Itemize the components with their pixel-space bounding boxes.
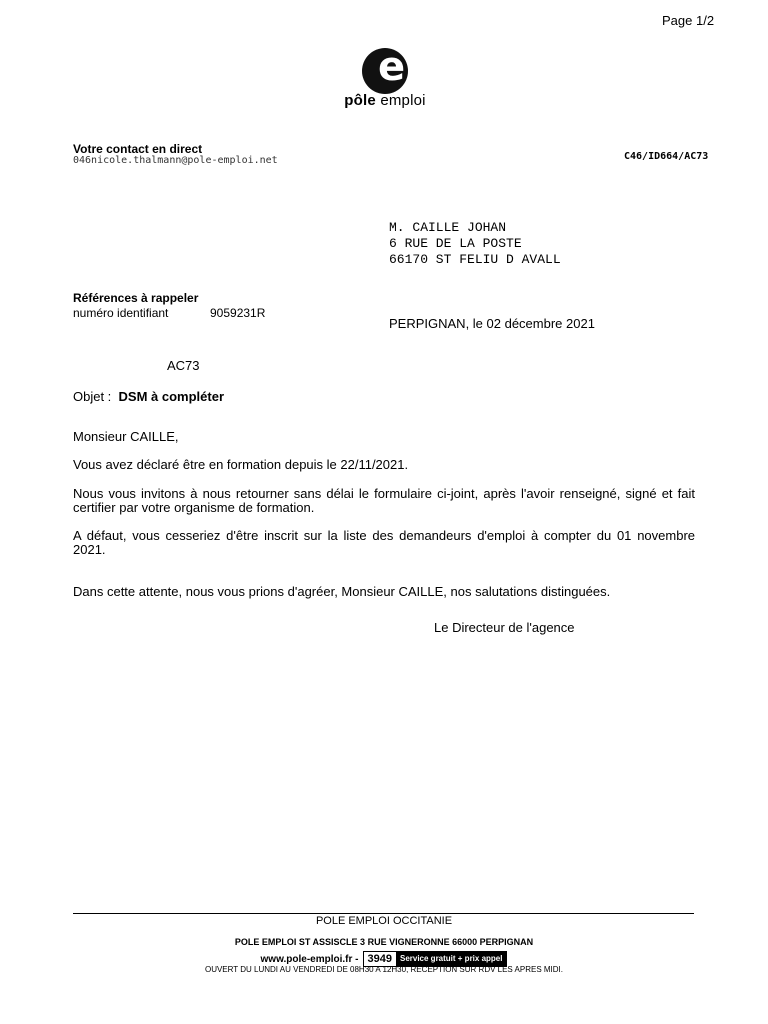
body-paragraph: Vous avez déclaré être en formation depuis le 22/11/2021.: [73, 457, 409, 472]
agency-code: AC73: [167, 358, 200, 373]
footer-website: www.pole-emploi.fr -: [260, 953, 359, 965]
body-paragraph: Nous vous invitons à nous retourner sans délai le formulaire ci-joint, après l'avoir renseigné, signé et fait certifier par votre organisme de formation.: [73, 486, 695, 515]
reference-code: C46/ID664/AC73: [624, 151, 709, 162]
footer-divider: [73, 913, 694, 914]
recipient-line: 6 RUE DE LA POSTE: [389, 236, 522, 251]
references-heading: Références à rappeler: [73, 291, 199, 305]
recipient-line: 66170 ST FELIU D AVALL: [389, 252, 561, 267]
phone-number: 3949: [367, 953, 392, 965]
recipient-address: [389, 220, 561, 268]
pole-emploi-logo: [340, 40, 430, 120]
place-date: PERPIGNAN, le 02 décembre 2021: [389, 316, 595, 331]
identifier-label: numéro identifiant: [73, 306, 169, 320]
contact-heading: Votre contact en direct: [73, 142, 203, 156]
identifier-value: 9059231R: [210, 306, 266, 320]
footer-org: POLE EMPLOI OCCITANIE: [315, 915, 453, 927]
footer-address: POLE EMPLOI ST ASSISCLE 3 RUE VIGNERONNE 66000 PERPIGNAN: [234, 937, 534, 947]
closing-paragraph: Dans cette attente, nous vous prions d'agréer, Monsieur CAILLE, nos salutations distinguées.: [73, 584, 611, 599]
phone-service-note: Service gratuit + prix appel: [396, 952, 506, 966]
recipient-line: M. CAILLE JOHAN: [389, 220, 507, 235]
logo-wordmark: pôle emploi: [344, 92, 426, 109]
subject-value: DSM à compléter: [118, 389, 225, 404]
body-paragraph: A défaut, vous cesseriez d'être inscrit sur la liste des demandeurs d'emploi à compter du 01 novembre 2021.: [73, 528, 695, 557]
contact-email: 046nicole.thalmann@pole-emploi.net: [73, 155, 278, 166]
subject-label: Objet :: [73, 389, 112, 404]
page-number: Page 1/2: [662, 13, 715, 28]
subject-line: [73, 389, 224, 404]
footer-hours: OUVERT DU LUNDI AU VENDREDI DE 08H30 A 12H30, RECEPTION SUR RDV LES APRES MIDI.: [204, 965, 564, 974]
logo-mark-icon: e: [362, 48, 408, 94]
greeting: Monsieur CAILLE,: [73, 429, 179, 444]
signature: Le Directeur de l'agence: [434, 620, 575, 635]
